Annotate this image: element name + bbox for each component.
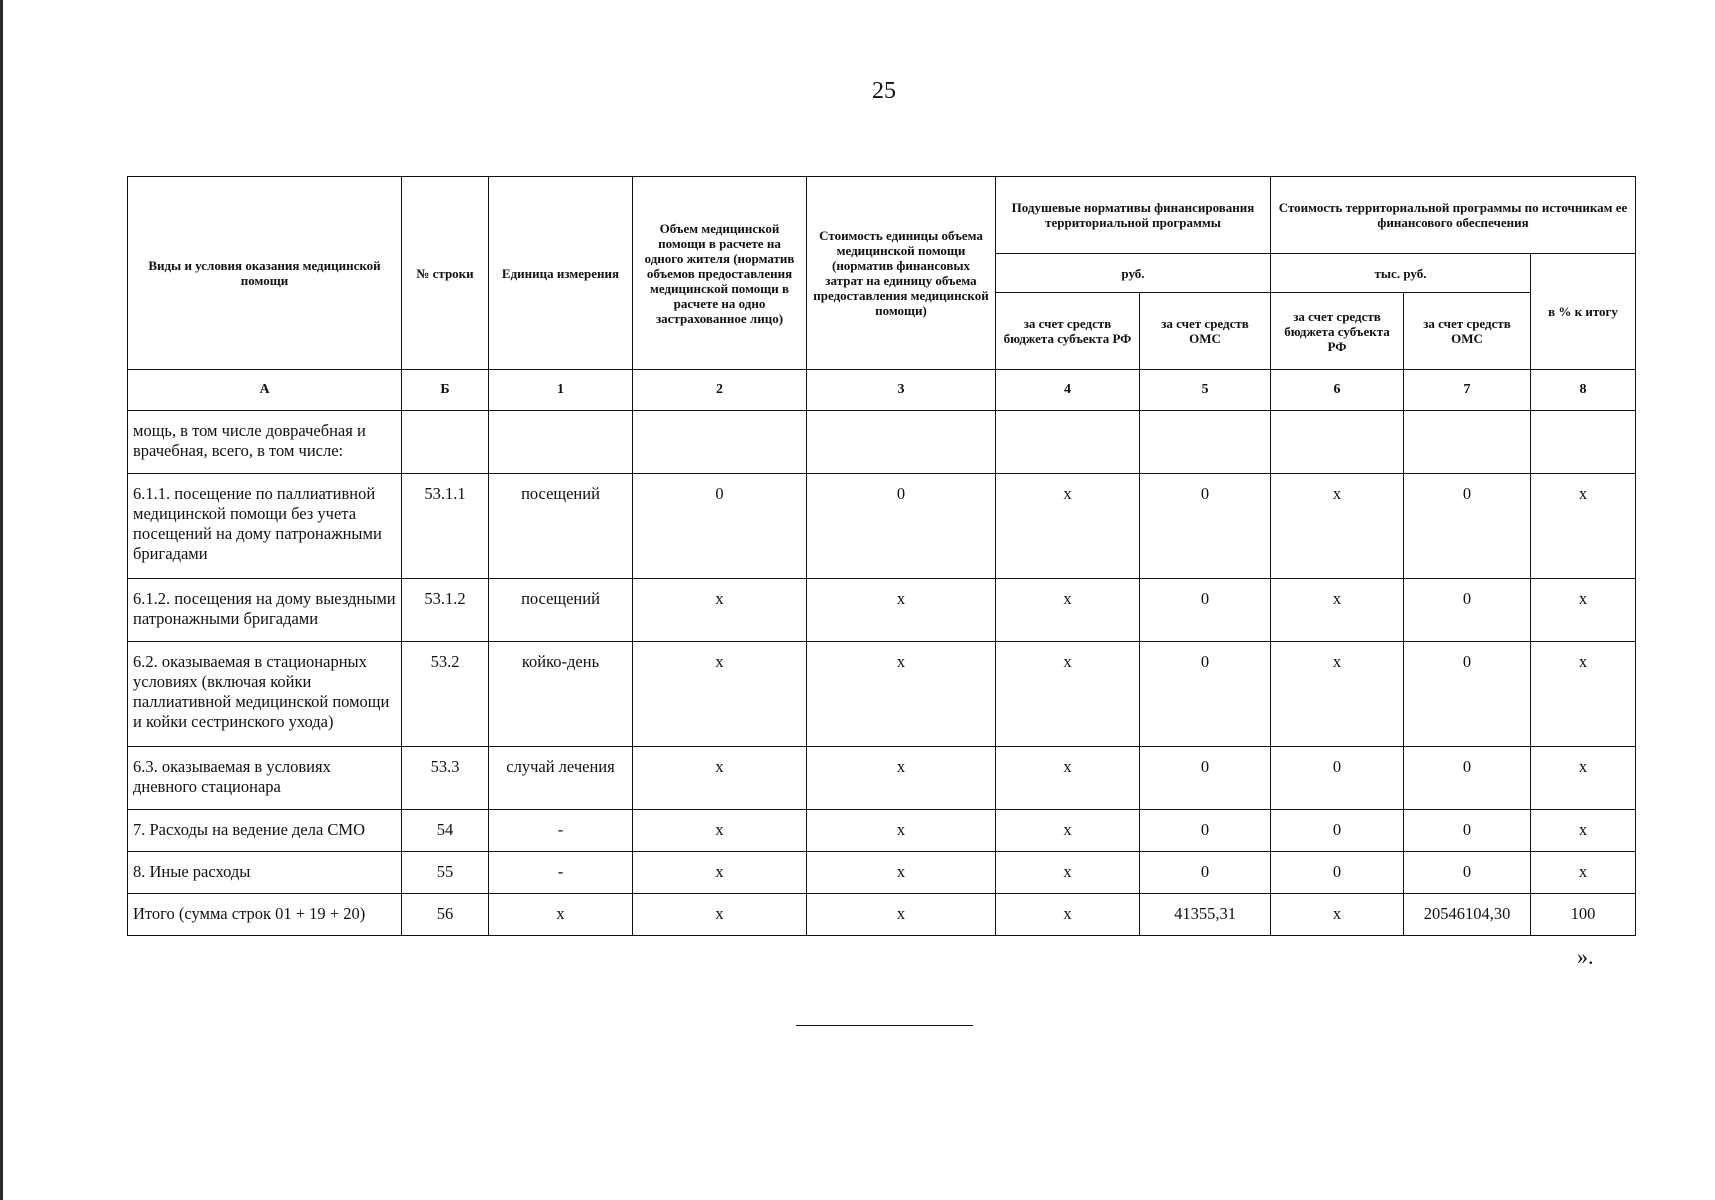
row-oms-rub: 0 xyxy=(1140,642,1271,747)
row-oms-rub: 0 xyxy=(1140,579,1271,642)
row-oms-thousand-rub: 0 xyxy=(1404,747,1531,810)
row-percent: х xyxy=(1531,642,1636,747)
row-name: 6.2. оказываемая в стационарных условиях (включая койки паллиативной медицинской помощи и койки сестринского ухода) xyxy=(128,642,402,747)
row-oms-thousand-rub: 0 xyxy=(1404,642,1531,747)
row-unit-cost xyxy=(807,411,996,474)
row-unit xyxy=(489,411,633,474)
header-per-capita-norms: Подушевые нормативы финансирования территориальной программы xyxy=(996,177,1271,254)
table-row xyxy=(128,747,1636,810)
row-percent: х xyxy=(1531,474,1636,579)
table-row xyxy=(128,411,1636,474)
header-oms-thousand-rub: за счет средств ОМС xyxy=(1404,293,1531,370)
table-row xyxy=(128,642,1636,747)
row-budget-rub: х xyxy=(996,810,1140,852)
row-percent: х xyxy=(1531,852,1636,894)
row-percent: х xyxy=(1531,579,1636,642)
table-row-total xyxy=(128,894,1636,936)
row-unit-cost: х xyxy=(807,579,996,642)
row-oms-rub: 0 xyxy=(1140,474,1271,579)
row-oms-thousand-rub: 0 xyxy=(1404,852,1531,894)
row-name: мощь, в том числе доврачебная и врачебная, всего, в том числе: xyxy=(128,411,402,474)
header-unit-cost: Стоимость единицы объема медицинской помощи (норматив финансовых затрат на единицу объема предоставления медицинской помощи) xyxy=(807,177,996,370)
table-row xyxy=(128,810,1636,852)
index-cell: 3 xyxy=(807,370,996,411)
page-number: 25 xyxy=(872,78,896,104)
header-unit: Единица измерения xyxy=(489,177,633,370)
row-unit: случай лечения xyxy=(489,747,633,810)
row-unit: х xyxy=(489,894,633,936)
row-line-number xyxy=(402,411,489,474)
row-budget-thousand-rub: 0 xyxy=(1271,747,1404,810)
row-volume: х xyxy=(633,579,807,642)
index-cell: 6 xyxy=(1271,370,1404,411)
row-unit: койко-день xyxy=(489,642,633,747)
index-cell: А xyxy=(128,370,402,411)
row-percent: х xyxy=(1531,810,1636,852)
row-oms-thousand-rub: 20546104,30 xyxy=(1404,894,1531,936)
index-cell: 2 xyxy=(633,370,807,411)
row-unit-cost: х xyxy=(807,747,996,810)
row-budget-rub: х xyxy=(996,474,1140,579)
header-unit-thousand-rub: тыс. руб. xyxy=(1271,254,1531,293)
row-budget-thousand-rub: х xyxy=(1271,642,1404,747)
row-line-number: 53.1.2 xyxy=(402,579,489,642)
row-name: 6.1.1. посещение по паллиативной медицинской помощи без учета посещений на дому патронажными бригадами xyxy=(128,474,402,579)
row-volume: х xyxy=(633,894,807,936)
header-budget-rub: за счет средств бюджета субъекта РФ xyxy=(996,293,1140,370)
row-budget-rub: х xyxy=(996,894,1140,936)
row-line-number: 55 xyxy=(402,852,489,894)
row-name: 8. Иные расходы xyxy=(128,852,402,894)
header-oms-rub: за счет средств ОМС xyxy=(1140,293,1271,370)
closing-quote: ». xyxy=(1577,944,1594,969)
row-name: 6.1.2. посещения на дому выездными патронажными бригадами xyxy=(128,579,402,642)
row-budget-thousand-rub: 0 xyxy=(1271,810,1404,852)
header-percent-of-total: в % к итогу xyxy=(1531,254,1636,370)
row-volume: 0 xyxy=(633,474,807,579)
row-oms-thousand-rub xyxy=(1404,411,1531,474)
row-line-number: 54 xyxy=(402,810,489,852)
row-oms-rub: 0 xyxy=(1140,810,1271,852)
row-budget-thousand-rub: х xyxy=(1271,474,1404,579)
index-cell: 1 xyxy=(489,370,633,411)
row-budget-rub xyxy=(996,411,1140,474)
header-budget-thousand-rub: за счет средств бюджета субъекта РФ xyxy=(1271,293,1404,370)
row-budget-rub: х xyxy=(996,852,1140,894)
index-cell: 8 xyxy=(1531,370,1636,411)
row-line-number: 53.2 xyxy=(402,642,489,747)
index-cell: Б xyxy=(402,370,489,411)
row-line-number: 53.3 xyxy=(402,747,489,810)
row-budget-thousand-rub: х xyxy=(1271,579,1404,642)
row-percent: 100 xyxy=(1531,894,1636,936)
row-unit: - xyxy=(489,810,633,852)
row-budget-thousand-rub xyxy=(1271,411,1404,474)
row-unit: - xyxy=(489,852,633,894)
row-oms-rub xyxy=(1140,411,1271,474)
header-program-cost: Стоимость территориальной программы по источникам ее финансового обеспечения xyxy=(1271,177,1636,254)
row-volume xyxy=(633,411,807,474)
financing-table-wrapper xyxy=(127,176,1635,936)
header-unit-rub: руб. xyxy=(996,254,1271,293)
row-unit-cost: х xyxy=(807,810,996,852)
header-kind-of-care: Виды и условия оказания медицинской помощи xyxy=(128,177,402,370)
footer-divider xyxy=(796,1025,973,1026)
row-unit-cost: х xyxy=(807,642,996,747)
table-row xyxy=(128,474,1636,579)
row-volume: х xyxy=(633,852,807,894)
row-percent xyxy=(1531,411,1636,474)
row-unit-cost: х xyxy=(807,894,996,936)
row-budget-rub: х xyxy=(996,642,1140,747)
row-name: 7. Расходы на ведение дела СМО xyxy=(128,810,402,852)
row-oms-rub: 41355,31 xyxy=(1140,894,1271,936)
row-unit-cost: 0 xyxy=(807,474,996,579)
row-unit: посещений xyxy=(489,474,633,579)
header-volume-norm: Объем медицинской помощи в расчете на одного жителя (норматив объемов предоставления медицинской помощи в расчете на одно застрахованное лицо) xyxy=(633,177,807,370)
index-cell: 7 xyxy=(1404,370,1531,411)
row-unit-cost: х xyxy=(807,852,996,894)
row-budget-thousand-rub: 0 xyxy=(1271,852,1404,894)
row-line-number: 56 xyxy=(402,894,489,936)
index-cell: 4 xyxy=(996,370,1140,411)
row-name: Итого (сумма строк 01 + 19 + 20) xyxy=(128,894,402,936)
index-cell: 5 xyxy=(1140,370,1271,411)
row-oms-thousand-rub: 0 xyxy=(1404,810,1531,852)
row-volume: х xyxy=(633,642,807,747)
row-oms-rub: 0 xyxy=(1140,747,1271,810)
row-budget-rub: х xyxy=(996,579,1140,642)
row-oms-thousand-rub: 0 xyxy=(1404,579,1531,642)
row-oms-thousand-rub: 0 xyxy=(1404,474,1531,579)
header-line-number: № строки xyxy=(402,177,489,370)
financing-table xyxy=(127,176,1636,936)
column-index-row xyxy=(128,370,1636,411)
row-budget-thousand-rub: х xyxy=(1271,894,1404,936)
scan-edge xyxy=(0,0,3,1200)
row-line-number: 53.1.1 xyxy=(402,474,489,579)
table-row xyxy=(128,852,1636,894)
row-volume: х xyxy=(633,810,807,852)
row-name: 6.3. оказываемая в условиях дневного стационара xyxy=(128,747,402,810)
table-row xyxy=(128,579,1636,642)
row-budget-rub: х xyxy=(996,747,1140,810)
row-percent: х xyxy=(1531,747,1636,810)
row-oms-rub: 0 xyxy=(1140,852,1271,894)
row-volume: х xyxy=(633,747,807,810)
row-unit: посещений xyxy=(489,579,633,642)
